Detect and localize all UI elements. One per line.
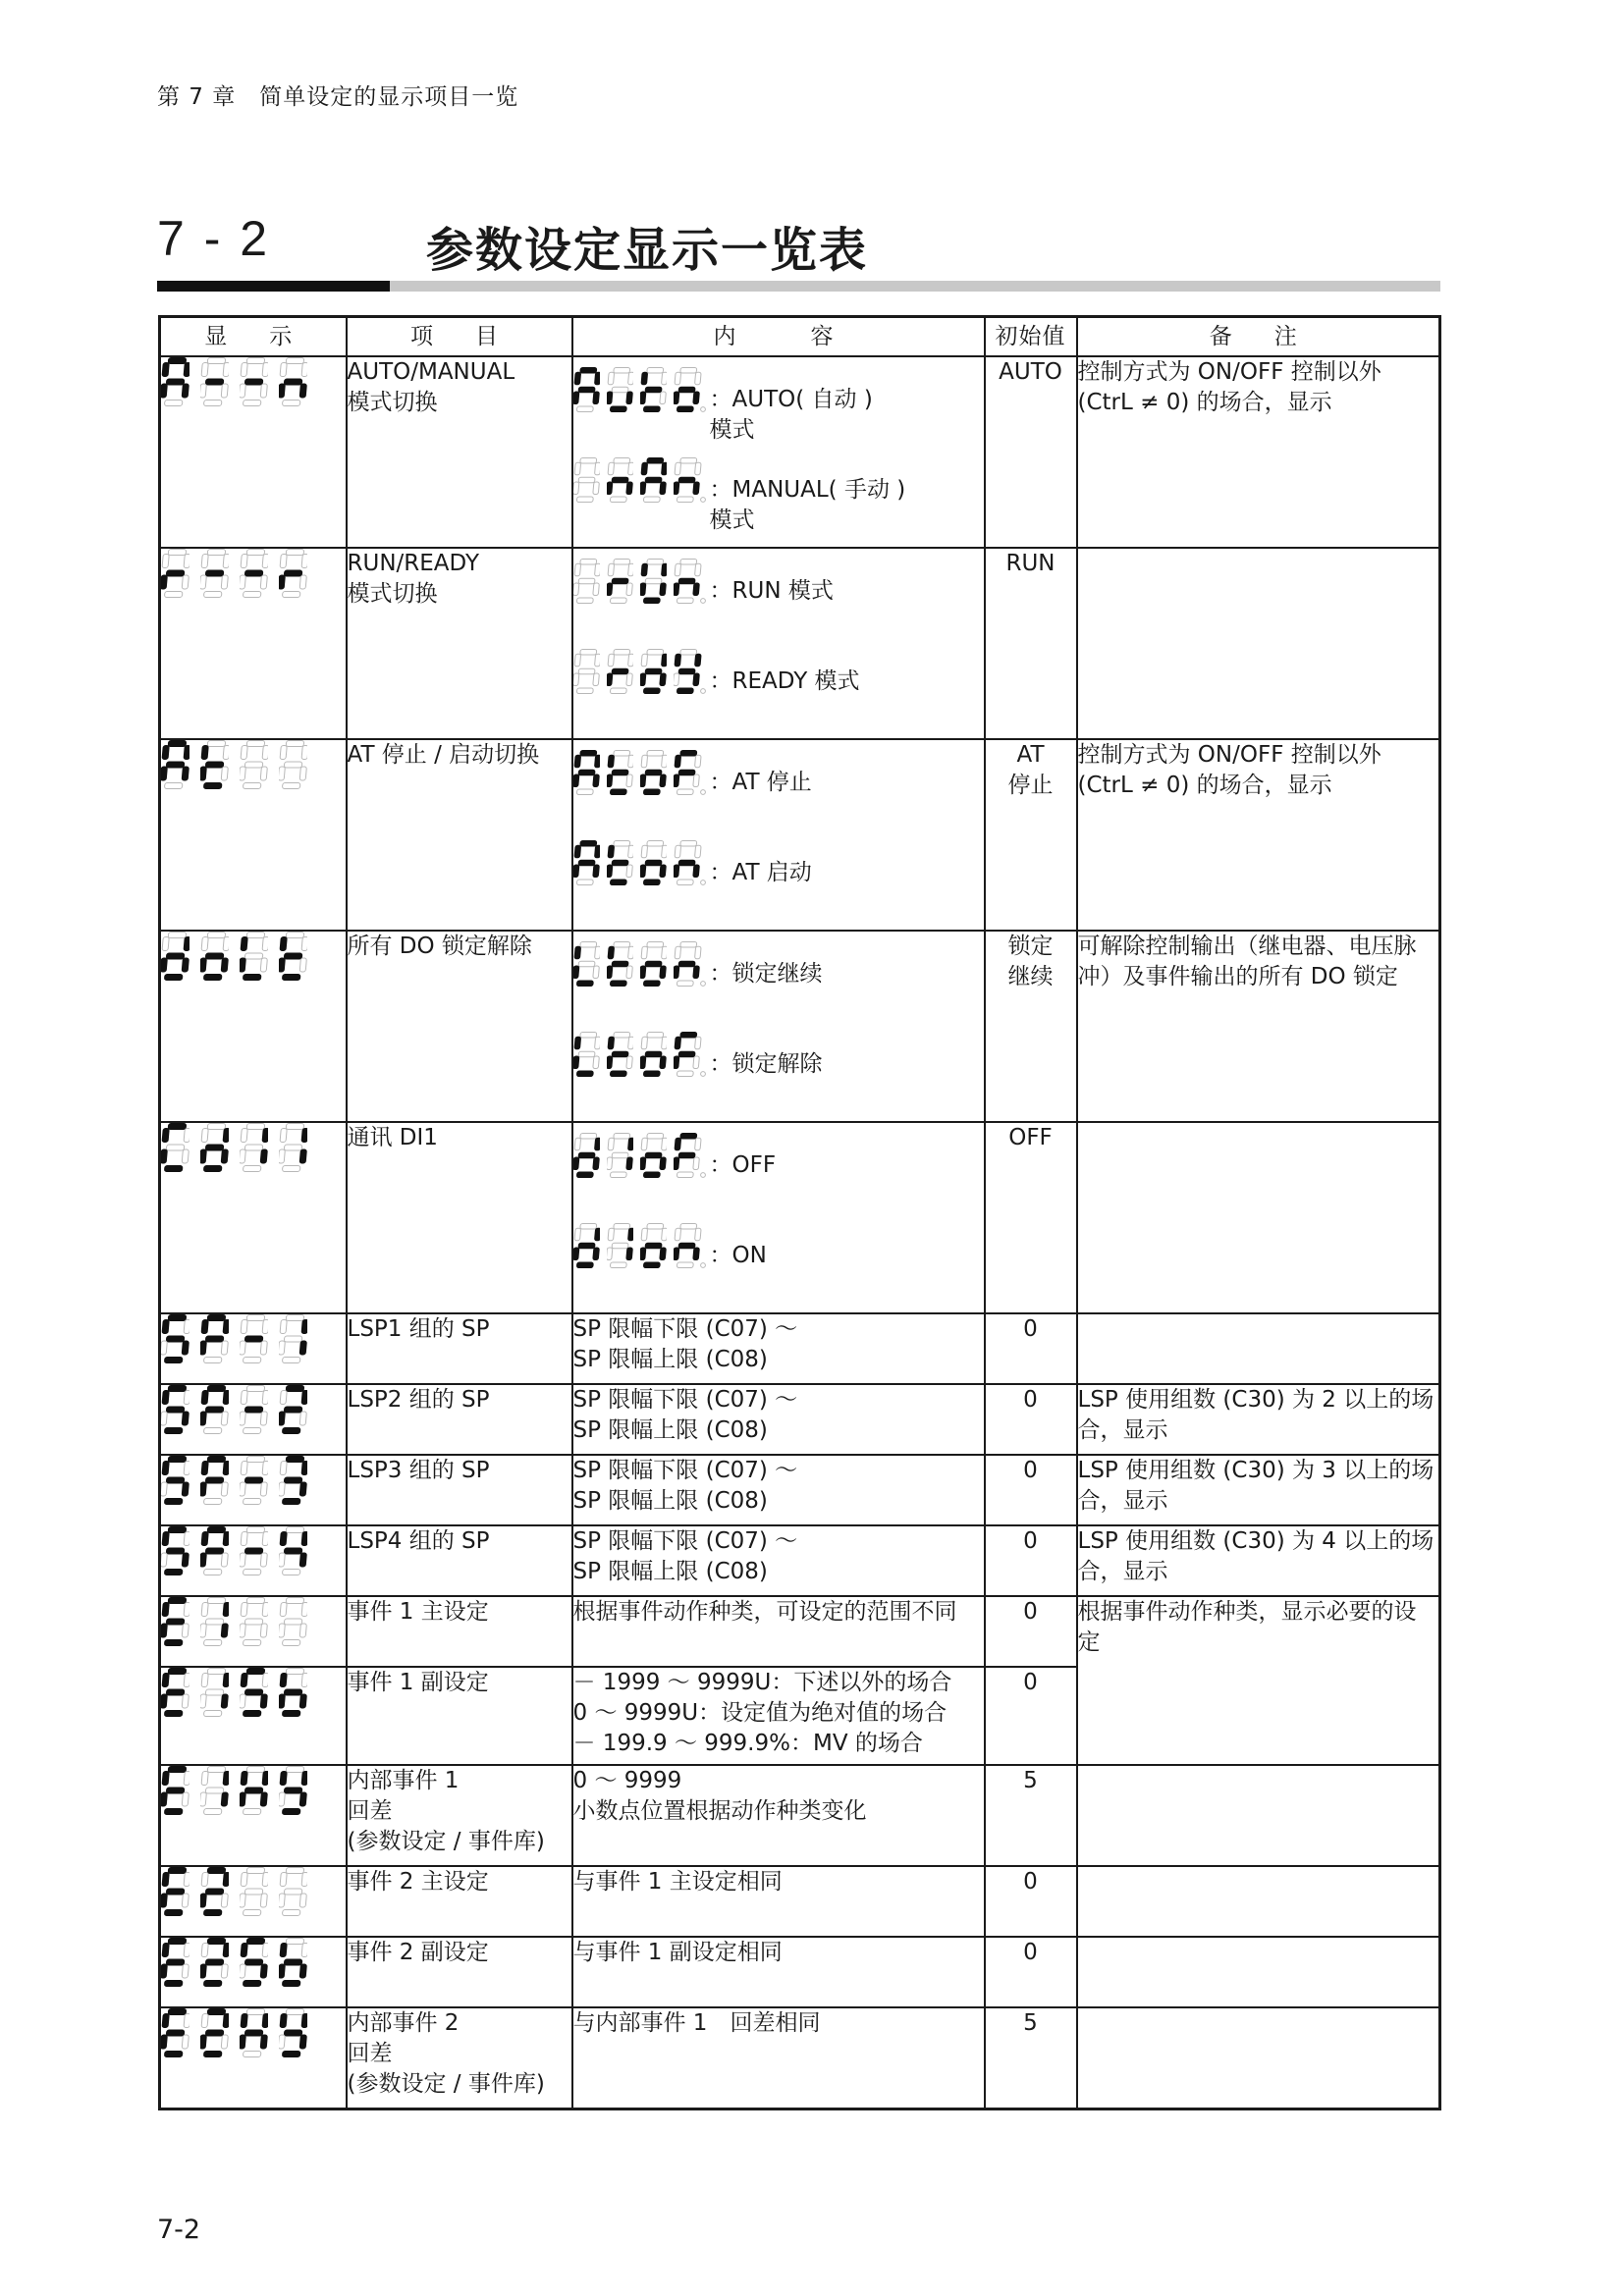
option <box>573 932 984 1022</box>
seg-digit <box>674 750 706 795</box>
seg-display <box>161 932 307 989</box>
table-row <box>160 1596 1440 1667</box>
seg-digit <box>607 649 633 694</box>
seg-digit <box>161 2008 189 2057</box>
initial-cell: 0 <box>985 1937 1077 2007</box>
seg-display <box>161 549 307 607</box>
seg-display <box>161 1314 307 1372</box>
option-label: ：AUTO( 自动 ) 模式 <box>709 387 873 443</box>
seg-digit <box>674 840 706 885</box>
item-cell: AUTO/MANUAL 模式切换 <box>347 356 572 548</box>
seg-digit <box>607 941 633 987</box>
display-cell <box>160 1937 347 2007</box>
seg-digit <box>279 549 307 598</box>
item-cell: AT 停止 / 启动切换 <box>347 739 572 931</box>
seg-digit <box>607 457 633 503</box>
seg-digit <box>279 357 307 406</box>
seg-digit <box>279 1385 307 1434</box>
content-cell: SP 限幅下限 (C07) ～ SP 限幅上限 (C08) <box>572 1313 985 1384</box>
seg-digit <box>607 750 633 795</box>
seg-display <box>573 941 706 995</box>
seg-digit <box>640 367 667 412</box>
note-cell <box>1077 1765 1440 1866</box>
option <box>573 1213 984 1304</box>
seg-digit <box>200 1938 229 1987</box>
content-cell: 与事件 1 副设定相同 <box>572 1937 985 2007</box>
note-cell: LSP 使用组数 (C30) 为 4 以上的场合，显示 <box>1077 1525 1440 1596</box>
seg-digit <box>279 740 307 789</box>
seg-display <box>573 649 706 703</box>
seg-digit <box>279 1456 307 1505</box>
content-cell: SP 限幅下限 (C07) ～ SP 限幅上限 (C08) <box>572 1455 985 1525</box>
seg-digit <box>200 932 229 981</box>
seg-digit <box>279 1766 307 1815</box>
option <box>573 639 984 729</box>
option <box>573 357 984 448</box>
chapter-header: 第 7 章 简单设定的显示项目一览 <box>157 84 519 110</box>
table-row <box>160 739 1440 931</box>
seg-digit <box>279 1668 307 1717</box>
note-cell <box>1077 548 1440 739</box>
note-cell: LSP 使用组数 (C30) 为 3 以上的场合，显示 <box>1077 1455 1440 1525</box>
seg-digit <box>640 457 667 503</box>
seg-digit <box>240 932 268 981</box>
seg-digit <box>240 1597 268 1646</box>
table-row <box>160 1122 1440 1313</box>
option-label: ：AT 停止 <box>709 770 812 795</box>
seg-digit <box>240 1867 268 1916</box>
seg-digit <box>573 941 600 987</box>
seg-digit <box>161 1867 189 1916</box>
seg-digit <box>674 457 706 503</box>
option-label: ：MANUAL( 手动 ) 模式 <box>709 477 906 533</box>
header-content: 内 容 <box>572 317 985 357</box>
option-label: ：READY 模式 <box>709 668 860 694</box>
title-underline <box>157 281 1440 292</box>
seg-digit <box>279 1526 307 1575</box>
item-cell: LSP4 组的 SP <box>347 1525 572 1596</box>
seg-digit <box>161 1938 189 1987</box>
note-cell <box>1077 2007 1440 2109</box>
display-cell <box>160 1525 347 1596</box>
content-cell <box>572 931 985 1122</box>
seg-display <box>161 1385 307 1443</box>
header-note: 备 注 <box>1077 317 1440 357</box>
table-row <box>160 2007 1440 2109</box>
seg-digit <box>161 1123 189 1172</box>
initial-cell: RUN <box>985 548 1077 739</box>
seg-digit <box>674 941 706 987</box>
seg-digit <box>161 1766 189 1815</box>
option <box>573 549 984 639</box>
seg-digit <box>607 1223 633 1268</box>
note-cell: 控制方式为 ON/OFF 控制以外 (CtrL ≠ 0) 的场合，显示 <box>1077 739 1440 931</box>
seg-digit <box>640 649 667 694</box>
seg-display <box>161 1668 307 1726</box>
table-row <box>160 1525 1440 1596</box>
table-row <box>160 1455 1440 1525</box>
initial-cell: 0 <box>985 1384 1077 1455</box>
seg-digit <box>200 1766 229 1815</box>
seg-display <box>573 1223 706 1277</box>
seg-digit <box>161 1668 189 1717</box>
seg-digit <box>240 1526 268 1575</box>
seg-digit <box>279 1867 307 1916</box>
item-cell: 内部事件 1 回差 (参数设定 / 事件库) <box>347 1765 572 1866</box>
section-title: 参数设定显示一览表 <box>426 223 869 278</box>
content-cell <box>572 1122 985 1313</box>
initial-cell: 0 <box>985 1525 1077 1596</box>
display-cell <box>160 1596 347 1667</box>
parameter-table <box>158 315 1441 2110</box>
display-cell <box>160 356 347 548</box>
content-cell <box>572 548 985 739</box>
table-row <box>160 1313 1440 1384</box>
seg-digit <box>200 549 229 598</box>
seg-digit <box>573 457 600 503</box>
table-row <box>160 931 1440 1122</box>
item-cell: LSP1 组的 SP <box>347 1313 572 1384</box>
seg-digit <box>573 1032 600 1077</box>
content-cell: SP 限幅下限 (C07) ～ SP 限幅上限 (C08) <box>572 1384 985 1455</box>
option <box>573 1022 984 1112</box>
table-row <box>160 1937 1440 2007</box>
seg-display <box>161 2008 307 2066</box>
option-label: ：OFF <box>709 1152 777 1178</box>
display-cell <box>160 1384 347 1455</box>
seg-display <box>573 367 706 421</box>
item-cell: 事件 2 副设定 <box>347 1937 572 2007</box>
seg-digit <box>573 1133 600 1178</box>
content-cell <box>572 356 985 548</box>
display-cell <box>160 1866 347 1937</box>
seg-digit <box>240 740 268 789</box>
seg-digit <box>640 1223 667 1268</box>
seg-digit <box>240 549 268 598</box>
seg-digit <box>573 559 600 604</box>
option-label: ：ON <box>709 1243 767 1268</box>
option-label: ：锁定继续 <box>709 961 823 987</box>
table-row <box>160 1384 1440 1455</box>
content-cell: 根据事件动作种类，可设定的范围不同 <box>572 1596 985 1667</box>
seg-digit <box>200 357 229 406</box>
content-cell: 与事件 1 主设定相同 <box>572 1866 985 1937</box>
seg-digit <box>200 1456 229 1505</box>
note-cell <box>1077 1937 1440 2007</box>
item-cell: 内部事件 2 回差 (参数设定 / 事件库) <box>347 2007 572 2109</box>
header-initial: 初始值 <box>985 317 1077 357</box>
seg-digit <box>200 1123 229 1172</box>
seg-display <box>573 840 706 894</box>
seg-display <box>573 750 706 804</box>
seg-digit <box>240 1314 268 1363</box>
seg-digit <box>279 1123 307 1172</box>
option <box>573 448 984 538</box>
initial-cell: 5 <box>985 2007 1077 2109</box>
seg-digit <box>674 649 706 694</box>
note-cell <box>1077 1866 1440 1937</box>
content-cell: 0 ～ 9999 小数点位置根据动作种类变化 <box>572 1765 985 1866</box>
seg-digit <box>240 1938 268 1987</box>
option-label: ：AT 启动 <box>709 860 812 885</box>
initial-cell: 5 <box>985 1765 1077 1866</box>
display-cell <box>160 931 347 1122</box>
seg-digit <box>674 367 706 412</box>
seg-digit <box>279 1938 307 1987</box>
seg-digit <box>161 1597 189 1646</box>
seg-digit <box>161 932 189 981</box>
seg-display <box>161 1597 307 1655</box>
header-display: 显 示 <box>160 317 347 357</box>
seg-digit <box>240 1456 268 1505</box>
initial-cell: 0 <box>985 1313 1077 1384</box>
seg-display <box>161 357 307 415</box>
seg-digit <box>607 1032 633 1077</box>
item-cell: 事件 2 主设定 <box>347 1866 572 1937</box>
seg-digit <box>279 2008 307 2057</box>
initial-cell: 0 <box>985 1455 1077 1525</box>
seg-digit <box>640 750 667 795</box>
seg-digit <box>161 1314 189 1363</box>
seg-digit <box>240 1766 268 1815</box>
display-cell <box>160 1765 347 1866</box>
table-header-row <box>160 317 1440 357</box>
option-label: ：锁定解除 <box>709 1051 823 1077</box>
seg-digit <box>640 1133 667 1178</box>
seg-digit <box>640 941 667 987</box>
section-number: 7 - 2 <box>157 211 271 266</box>
display-cell <box>160 2007 347 2109</box>
seg-display <box>161 1938 307 1996</box>
seg-digit <box>573 750 600 795</box>
content-cell: SP 限幅下限 (C07) ～ SP 限幅上限 (C08) <box>572 1525 985 1596</box>
seg-display <box>161 1456 307 1514</box>
seg-display <box>161 1526 307 1584</box>
display-cell <box>160 1455 347 1525</box>
seg-digit <box>200 1385 229 1434</box>
initial-cell: 0 <box>985 1667 1077 1765</box>
seg-digit <box>200 1597 229 1646</box>
seg-digit <box>607 559 633 604</box>
option <box>573 1123 984 1213</box>
seg-digit <box>161 1385 189 1434</box>
seg-display <box>161 1123 307 1181</box>
item-cell: 事件 1 副设定 <box>347 1667 572 1765</box>
display-cell <box>160 1667 347 1765</box>
seg-digit <box>240 357 268 406</box>
content-cell <box>572 739 985 931</box>
seg-display <box>573 1133 706 1187</box>
initial-cell: 0 <box>985 1596 1077 1667</box>
seg-digit <box>607 1133 633 1178</box>
display-cell <box>160 1313 347 1384</box>
note-cell <box>1077 1313 1440 1384</box>
seg-digit <box>161 1526 189 1575</box>
seg-digit <box>573 367 600 412</box>
table-row <box>160 548 1440 739</box>
seg-display <box>161 740 307 798</box>
item-cell: LSP2 组的 SP <box>347 1384 572 1455</box>
seg-digit <box>640 1032 667 1077</box>
initial-cell: AUTO <box>985 356 1077 548</box>
page-number: 7-2 <box>157 2215 201 2245</box>
note-cell: 根据事件动作种类，显示必要的设定 <box>1077 1596 1440 1765</box>
table-row <box>160 356 1440 548</box>
note-cell: 可解除控制输出（继电器、电压脉冲）及事件输出的所有 DO 锁定 <box>1077 931 1440 1122</box>
seg-digit <box>607 840 633 885</box>
table-row <box>160 1765 1440 1866</box>
option <box>573 830 984 921</box>
content-cell: 与内部事件 1 回差相同 <box>572 2007 985 2109</box>
note-cell: LSP 使用组数 (C30) 为 2 以上的场合，显示 <box>1077 1384 1440 1455</box>
seg-digit <box>674 1223 706 1268</box>
seg-digit <box>200 1867 229 1916</box>
display-cell <box>160 739 347 931</box>
seg-display <box>573 1032 706 1086</box>
display-cell <box>160 548 347 739</box>
seg-display <box>573 559 706 613</box>
initial-cell: OFF <box>985 1122 1077 1313</box>
seg-digit <box>200 1314 229 1363</box>
header-item: 项 目 <box>347 317 572 357</box>
initial-cell: AT 停止 <box>985 739 1077 931</box>
seg-digit <box>279 932 307 981</box>
seg-digit <box>279 1314 307 1363</box>
seg-digit <box>161 740 189 789</box>
option-label: ：RUN 模式 <box>709 578 834 604</box>
seg-digit <box>200 2008 229 2057</box>
seg-digit <box>161 1456 189 1505</box>
seg-display <box>161 1867 307 1925</box>
seg-digit <box>279 1597 307 1646</box>
display-cell <box>160 1122 347 1313</box>
seg-digit <box>640 840 667 885</box>
item-cell: LSP3 组的 SP <box>347 1455 572 1525</box>
option <box>573 740 984 830</box>
seg-digit <box>573 1223 600 1268</box>
initial-cell: 0 <box>985 1866 1077 1937</box>
seg-digit <box>200 740 229 789</box>
seg-digit <box>161 549 189 598</box>
seg-display <box>161 1766 307 1824</box>
note-cell: 控制方式为 ON/OFF 控制以外 (CtrL ≠ 0) 的场合，显示 <box>1077 356 1440 548</box>
seg-digit <box>240 2008 268 2057</box>
seg-digit <box>607 367 633 412</box>
seg-digit <box>674 1032 706 1077</box>
seg-digit <box>674 1133 706 1178</box>
seg-display <box>573 457 706 511</box>
note-cell <box>1077 1122 1440 1313</box>
seg-digit <box>200 1526 229 1575</box>
seg-digit <box>240 1123 268 1172</box>
seg-digit <box>161 357 189 406</box>
seg-digit <box>573 840 600 885</box>
item-cell: 事件 1 主设定 <box>347 1596 572 1667</box>
content-cell: － 1999 ～ 9999U：下述以外的场合 0 ～ 9999U：设定值为绝对值的场合 － 199.9 ～ 999.9%：MV 的场合 <box>572 1667 985 1765</box>
seg-digit <box>674 559 706 604</box>
seg-digit <box>240 1668 268 1717</box>
initial-cell: 锁定 继续 <box>985 931 1077 1122</box>
seg-digit <box>200 1668 229 1717</box>
seg-digit <box>573 649 600 694</box>
table-row <box>160 1866 1440 1937</box>
item-cell: 所有 DO 锁定解除 <box>347 931 572 1122</box>
seg-digit <box>640 559 667 604</box>
item-cell: 通讯 DI1 <box>347 1122 572 1313</box>
seg-digit <box>240 1385 268 1434</box>
item-cell: RUN/READY 模式切换 <box>347 548 572 739</box>
